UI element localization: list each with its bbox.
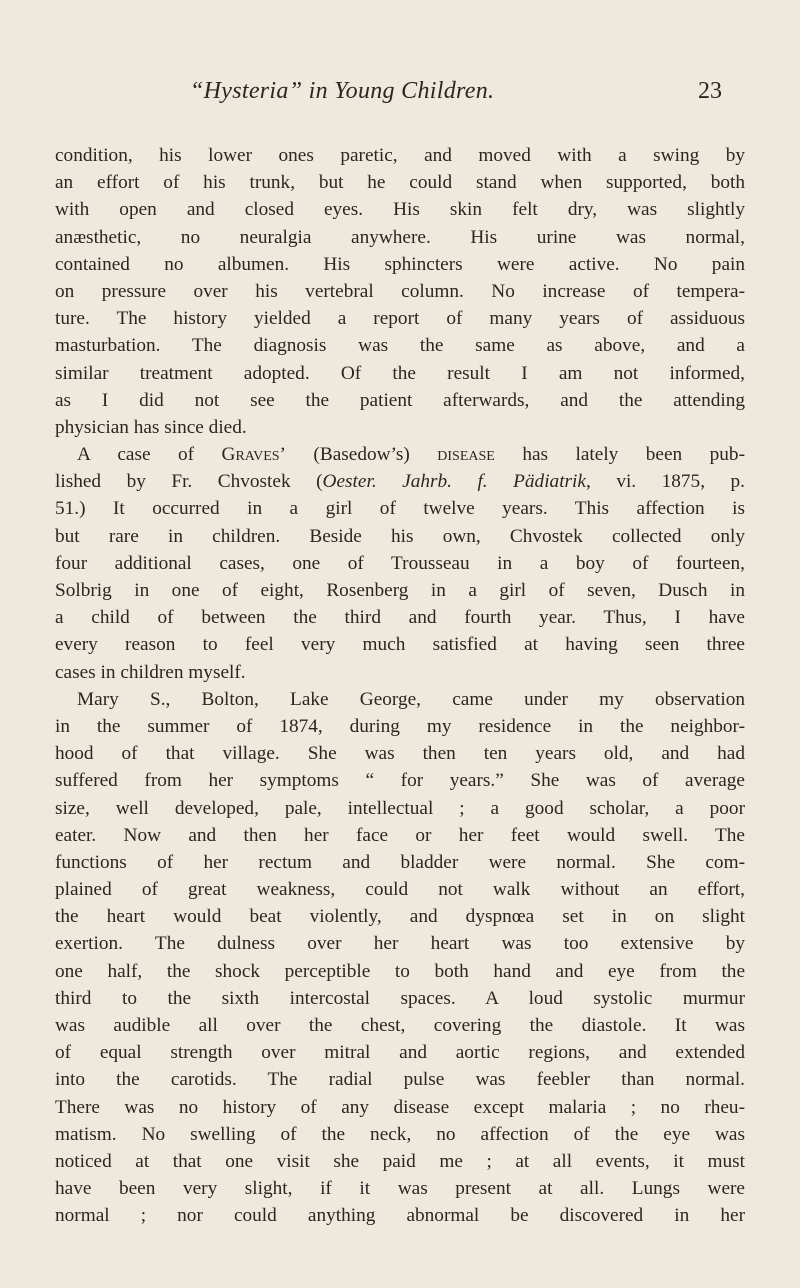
small-caps-term: disease (437, 444, 495, 466)
text-line: with open and closed eyes. His skin felt dry, was slightly (55, 199, 745, 221)
text-line: Mary S., Bolton, Lake George, came under my observation (77, 688, 745, 710)
text-line: plained of great weakness, could not walk without an effort, (55, 879, 745, 901)
text-line: third to the sixth intercostal spaces. A loud systolic murmur (55, 987, 745, 1009)
text-line: condition, his lower ones paretic, and moved with a swing by (55, 145, 745, 166)
text-line: 51.) It occurred in a girl of twelve years. This affection is (55, 498, 745, 520)
text-line: cases in children myself. (55, 661, 246, 683)
text-line: exertion. The dulness over her heart was too extensive by (55, 933, 745, 955)
text-line: noticed at that one visit she paid me ; at all events, it must (55, 1150, 745, 1172)
text-span: A case of (77, 444, 222, 466)
text-line: was audible all over the chest, covering the diastole. It was (55, 1015, 745, 1036)
text-line: normal ; nor could anything abnormal be discovered in her (55, 1205, 745, 1227)
text-line: the heart would beat violently, and dyspnœa set in on slight (55, 906, 745, 928)
text-line: on pressure over his vertebral column. No increase of tempera- (55, 280, 745, 302)
text-line: a child of between the third and fourth year. Thus, I have (55, 607, 745, 629)
text-line: in the summer of 1874, during my residence in the neighbor- (55, 715, 745, 737)
text-line: eater. Now and then her face or her feet would swell. The (55, 824, 745, 846)
running-title: “Hysteria” in Young Children. (190, 78, 495, 104)
text-line (55, 441, 745, 468)
text-line: There was no history of any disease except malaria ; no rheu- (55, 1096, 745, 1118)
text-span: (Basedow’s) (285, 444, 438, 466)
text-span: , vi. 1875, p. (585, 471, 745, 493)
text-line: masturbation. The diagnosis was the same as above, and a (55, 335, 745, 357)
text-line: suffered from her symptoms “ for years.” She was of average (55, 770, 745, 792)
running-head (0, 78, 800, 108)
journal-title: Oester. Jahrb. f. Pädiatrik (322, 471, 586, 493)
text-line: as I did not see the patient afterwards, and the attending (55, 389, 745, 411)
text-line: every reason to feel very much satisfied at having seen three (55, 634, 745, 656)
text-line: four additional cases, one of Trousseau in a boy of fourteen, (55, 552, 745, 574)
text-line: contained no albumen. His sphincters were active. No pain (55, 253, 745, 275)
page-number: 23 (698, 78, 722, 104)
text-line: hood of that village. She was then ten years old, and had (55, 743, 745, 765)
text-line: ture. The history yielded a report of many years of assiduous (55, 308, 745, 330)
body-text (55, 142, 745, 1230)
text-line: anæsthetic, no neuralgia anywhere. His urine was normal, (55, 226, 745, 248)
text-line: into the carotids. The radial pulse was feebler than normal. (55, 1069, 745, 1091)
text-line: functions of her rectum and bladder were normal. She com- (55, 851, 745, 873)
text-line: matism. No swelling of the neck, no affection of the eye was (55, 1123, 745, 1145)
text-line: Solbrig in one of eight, Rosenberg in a girl of seven, Dusch in (55, 580, 745, 601)
text-span: lished by Fr. Chvostek ( (55, 471, 323, 493)
text-line: size, well developed, pale, intellectual ; a good scholar, a poor (55, 797, 745, 819)
text-line: similar treatment adopted. Of the result I am not informed, (55, 362, 745, 384)
text-line (55, 468, 745, 495)
small-caps-term: Graves’ (221, 444, 286, 466)
text-line: of equal strength over mitral and aortic regions, and extended (55, 1042, 745, 1064)
text-line: have been very slight, if it was present at all. Lungs were (55, 1178, 745, 1200)
text-span: has lately been pub- (494, 444, 745, 466)
text-line: but rare in children. Beside his own, Chvostek collected only (55, 525, 745, 547)
text-line: one half, the shock perceptible to both hand and eye from the (55, 960, 745, 982)
text-line: physician has since died. (55, 416, 247, 438)
text-line: an effort of his trunk, but he could stand when supported, both (55, 172, 745, 194)
